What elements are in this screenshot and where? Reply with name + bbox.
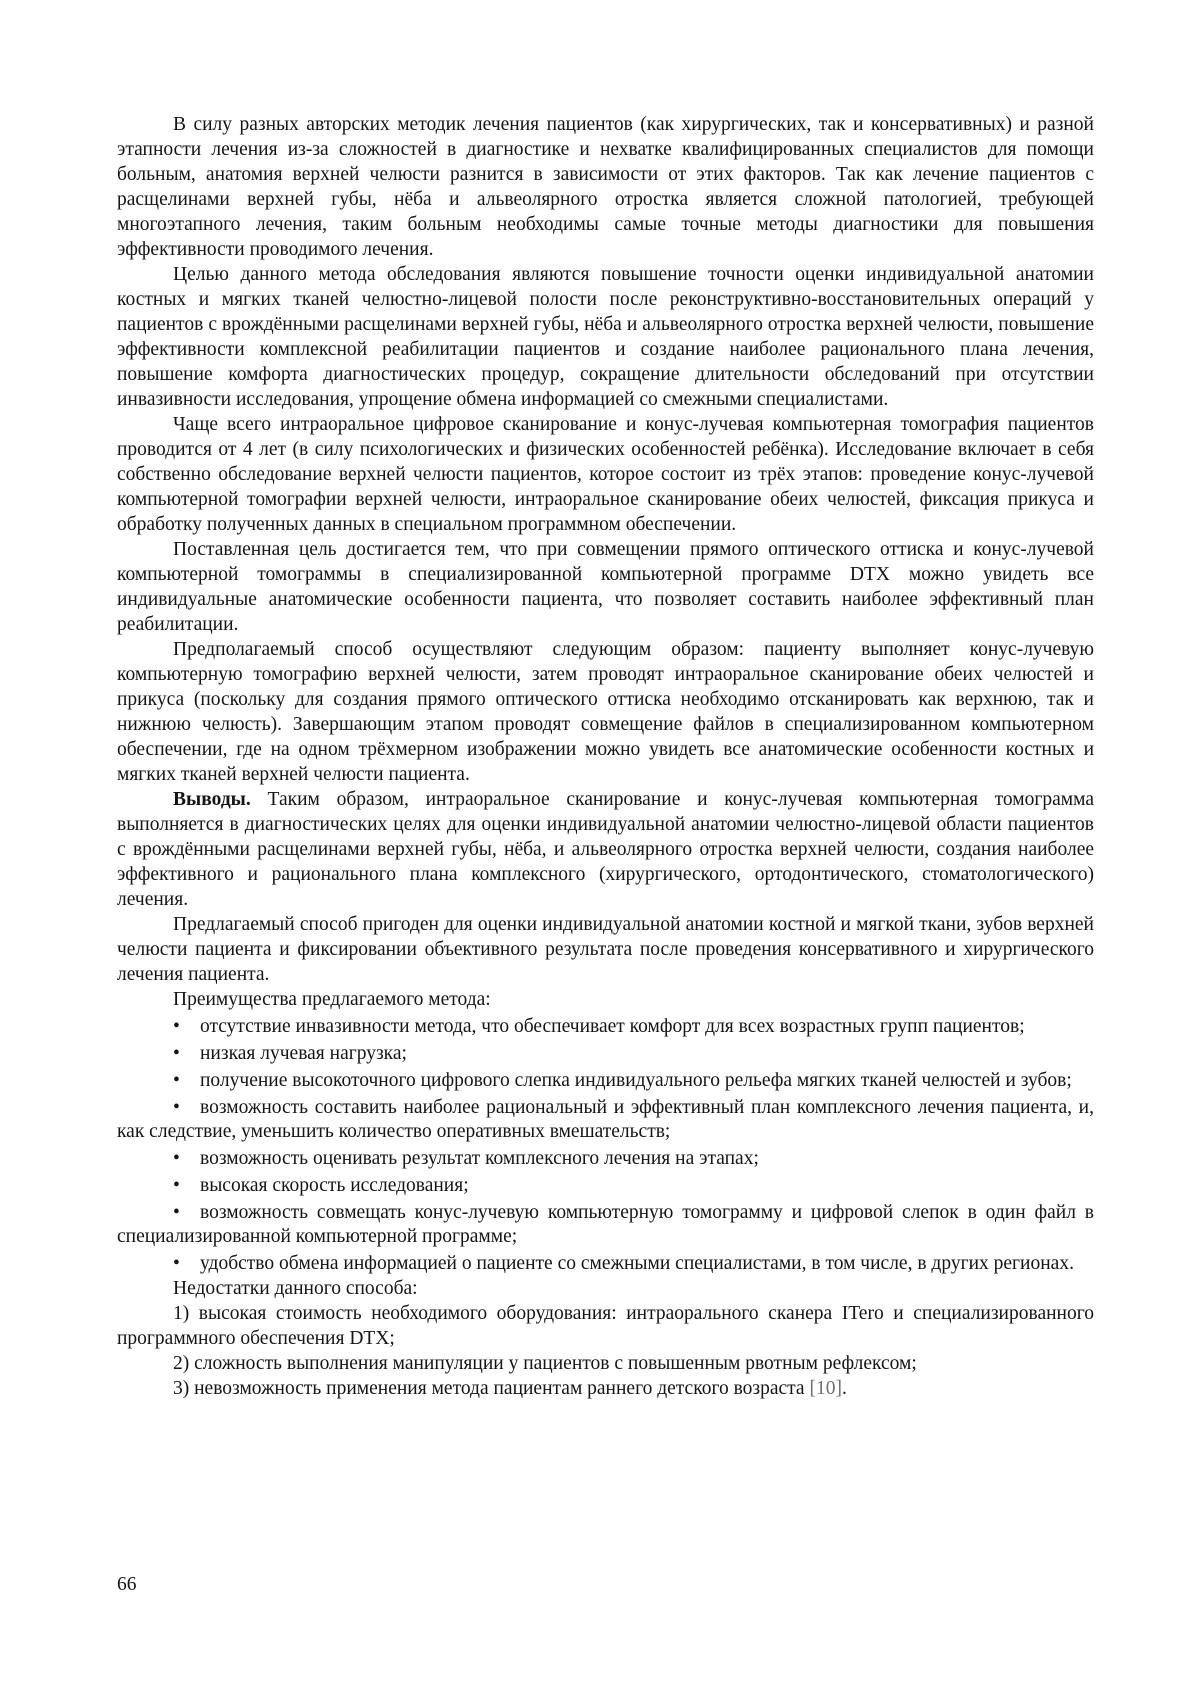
advantage-text: получение высокоточного цифрового слепка индивидуального рельефа мягких тканей челюстей и зубов; [200,1070,1072,1091]
drawback-item [117,1376,1094,1401]
advantage-item [117,1249,1094,1276]
advantage-text: возможность составить наиболее рациональный и эффективный план комплексного лечения пациента, и, как следствие, уменьшить количество оперативных вмешательств; [117,1097,1094,1142]
paragraph-5: Предполагаемый способ осуществляют следующим образом: пациенту выполняет конус-лучевую компьютерную томографию верхней челюсти, затем проводят интраоральное сканирование обеих челюстей и прикуса (поскольку для создания прямого оптического оттиска необходимо отсканировать как верхнюю, так и нижнюю челюсть). Завершающим этапом проводят совмещение файлов в специализированном компьютерном обеспечении, где на одном трёхмерном изображении можно увидеть все анатомические особенности костных и мягких тканей верхней челюсти пациента. [117,639,1094,785]
drawback-item: 1) высокая стоимость необходимого оборудования: интраорального сканера ITero и специализированного программного обеспечения DTX; [117,1303,1094,1349]
drawback-period: . [841,1378,847,1399]
paragraph-after-conclusion: Предлагаемый способ пригоден для оценки индивидуальной анатомии костной и мягкой ткани, зубов верхней челюсти пациента и фиксировании объективного результата после проведения консервативного и хирургического лечения пациента. [117,914,1094,985]
advantage-text: высокая скорость исследования; [200,1175,469,1196]
advantage-text: отсутствие инвазивности метода, что обеспечивает комфорт для всех возрастных групп пациентов; [200,1016,1025,1037]
paragraph-3: Чаще всего интраоральное цифровое сканирование и конус-лучевая компьютерная томография пациентов проводится от 4 лет (в силу психологических и физических особенностей ребёнка). Исследование включает в себя собственно обследование верхней челюсти пациентов, которое состоит из трёх этапов: проведение конус-лучевой компьютерной томографии верхней челюсти, интраоральное сканирование обеих челюстей, фиксация прикуса и обработку полученных данных в специальном программном обеспечении. [117,414,1094,535]
bullet-icon: • [173,1070,180,1091]
drawbacks-heading: Недостатки данного способа: [173,1278,418,1299]
bullet-icon: • [173,1016,180,1037]
advantage-text: возможность оценивать результат комплексного лечения на этапах; [200,1148,759,1169]
bullet-icon: • [173,1097,180,1118]
page-number: 66 [117,1574,137,1595]
bullet-icon: • [173,1043,180,1064]
advantage-text: возможность совмещать конус-лучевую компьютерную томограмму и цифровой слепок в один файл в специализированной компьютерной программе; [117,1202,1094,1247]
conclusion-text: Таким образом, интраоральное сканирование и конус-лучевая компьютерная томограмма выполняется в диагностических целях для оценки индивидуальной анатомии челюстно-лицевой области пациентов с врождёнными расщелинами верхней губы, нёба, и альвеолярного отростка верхней челюсти, создания наиболее эффективного и рационального плана комплексного (хирургического, ортодонтического, стоматологического) лечения. [117,789,1094,910]
advantage-item [117,1144,1094,1171]
drawback-item: 2) сложность выполнения манипуляции у пациентов с повышенным рвотным рефлексом; [173,1353,917,1374]
paragraph-1: В силу разных авторских методик лечения пациентов (как хирургических, так и консервативных) и разной этапности лечения из-за сложностей в диагностике и нехватке квалифицированных специалистов для помощи больным, анатомия верхней челюсти разнится в зависимости от этих факторов. Так как лечение пациентов с расщелинами верхней губы, нёба и альвеолярного отростка является сложной патологией, требующей многоэтапного лечения, таким больным необходимы самые точные методы диагностики для повышения эффективности проводимого лечения. [117,114,1094,260]
reference-citation: [10] [809,1378,842,1399]
advantage-item [117,1171,1094,1198]
conclusion-lead: Выводы. [173,789,251,810]
advantage-item [117,1093,1094,1144]
advantage-text: низкая лучевая нагрузка; [200,1043,407,1064]
paragraph-2: Целью данного метода обследования являются повышение точности оценки индивидуальной анатомии костных и мягких тканей челюстно-лицевой полости после реконструктивно-восстановительных операций у пациентов с врождёнными расщелинами верхней губы, нёба и альвеолярного отростка верхней челюсти, повышение эффективности комплексной реабилитации пациентов и создание наиболее рационального плана лечения, повышение комфорта диагностических процедур, сокращение длительности обследований при отсутствии инвазивности исследования, упрощение обмена информацией со смежными специалистами. [117,264,1094,410]
bullet-icon: • [173,1253,180,1274]
paragraph-4: Поставленная цель достигается тем, что при совмещении прямого оптического оттиска и конус-лучевой компьютерной томограммы в специализированной компьютерной программе DTX можно увидеть все индивидуальные анатомические особенности пациента, что позволяет составить наиболее эффективный план реабилитации. [117,539,1094,635]
bullet-icon: • [173,1148,180,1169]
drawback-text: 3) невозможность применения метода пациентам раннего детского возраста [173,1378,805,1399]
advantages-heading: Преимущества предлагаемого метода: [173,989,491,1010]
advantage-item [117,1012,1094,1039]
advantage-item [117,1039,1094,1066]
bullet-icon: • [173,1202,180,1223]
page-body [117,112,1094,1401]
conclusion-paragraph [117,787,1094,912]
bullet-icon: • [173,1175,180,1196]
advantage-item [117,1198,1094,1249]
advantage-text: удобство обмена информацией о пациенте со смежными специалистами, в том числе, в других регионах. [200,1253,1074,1274]
advantage-item [117,1066,1094,1093]
